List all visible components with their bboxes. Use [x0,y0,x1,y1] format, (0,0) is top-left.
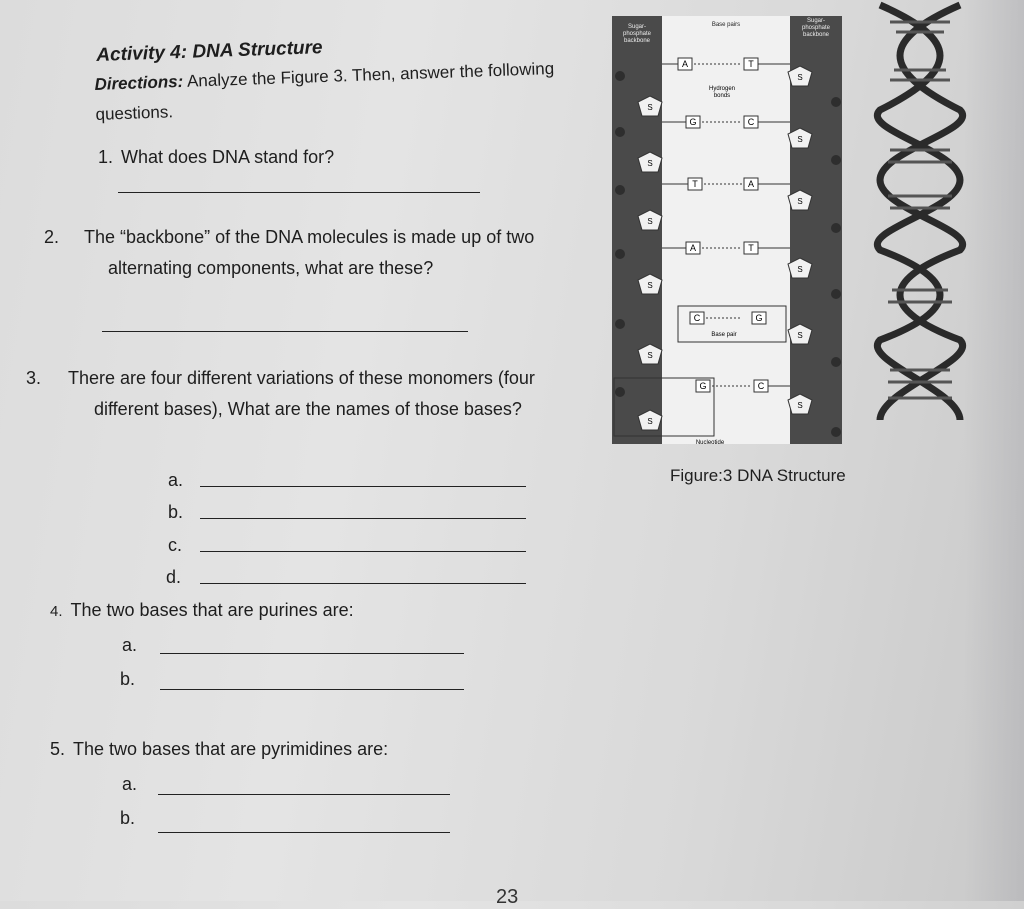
svg-text:S: S [797,331,803,340]
page-number: 23 [496,886,519,908]
question-text: There are four different variations of these monomers (four different bases), What are the names of those bases? [68,368,535,419]
question-4 [50,595,510,627]
base-pair-label: Base pair [711,332,737,338]
svg-text:G: G [689,117,697,127]
svg-text:S: S [797,73,803,82]
svg-text:C: C [747,117,755,127]
svg-text:S: S [647,281,653,290]
question-number: 1. [98,147,114,167]
svg-text:C: C [757,381,765,391]
page-edge-shadow [964,0,1024,901]
svg-text:S: S [647,159,653,168]
question-3: 3. There are four different variations of these monomers (four different bases), What are the names of those bases? [26,368,535,419]
option-3d: d. [166,567,182,587]
directions [94,53,576,130]
svg-text:A: A [747,179,755,189]
question-text: What does DNA stand for? [121,147,335,167]
option-3b: b. [168,502,184,522]
question-number: 4. [50,603,63,620]
svg-text:S: S [797,401,803,410]
option-4a: a. [122,635,138,655]
svg-text:T: T [748,243,754,253]
question-number: 5. [50,739,66,759]
svg-text:S: S [647,351,653,360]
base-pairs-label: Base pairs [711,22,741,28]
question-5 [50,734,550,765]
directions-label: Directions: [94,71,184,94]
option-3c: c. [168,535,183,555]
figure-caption: Figure:3 DNA Structure [670,466,846,485]
question-2: 2. The “backbone” of the DNA molecules is made up of two alternating components, what are these? [44,227,535,278]
answer-blank-3a[interactable] [200,486,526,487]
hydrogen-bonds-label: Hydrogen bonds [708,86,736,99]
svg-text:S: S [647,417,653,426]
svg-text:A: A [689,243,697,253]
answer-blank-4b[interactable] [160,689,464,690]
svg-text:T: T [692,179,698,189]
svg-text:C: C [693,313,701,323]
nucleotide-label: Nucleotide [695,440,725,446]
svg-text:T: T [748,59,754,69]
answer-blank-5b[interactable] [158,832,450,833]
question-text: The “backbone” of the DNA molecules is made up of two alternating components, what are these? [84,227,535,278]
answer-blank-1[interactable] [118,192,480,193]
base-pair-region [662,16,790,444]
question-1 [98,142,518,173]
option-5b: b. [120,808,136,828]
answer-blank-3c[interactable] [200,551,526,552]
svg-text:G: G [755,313,763,323]
question-text: The two bases that are purines are: [70,600,354,620]
svg-text:S: S [647,217,653,226]
answer-blank-4a[interactable] [160,653,464,654]
helix-rungs [888,22,952,398]
left-backbone-label: Sugar-phosphate backbone [622,24,652,44]
option-4b: b. [120,669,136,689]
svg-text:S: S [647,103,653,112]
svg-text:A: A [681,59,689,69]
directions-text: Analyze the Figure 3. Then, answer the following questions. [95,58,555,124]
option-3a: a. [168,470,184,490]
dna-ladder-figure [600,14,856,454]
svg-text:S: S [797,197,803,206]
double-helix-illustration [870,0,970,450]
right-backbone-label: Sugar-phosphate backbone [801,18,831,38]
activity-title: Activity 4: DNA Structure [96,37,323,66]
answer-blank-3d[interactable] [200,583,526,584]
svg-text:S: S [797,135,803,144]
svg-text:G: G [699,381,707,391]
svg-text:S: S [797,265,803,274]
answer-blank-5a[interactable] [158,794,450,795]
answer-blank-3b[interactable] [200,518,526,519]
question-text: The two bases that are pyrimidines are: [73,739,389,759]
option-5a: a. [122,774,138,794]
answer-blank-2[interactable] [102,331,468,332]
